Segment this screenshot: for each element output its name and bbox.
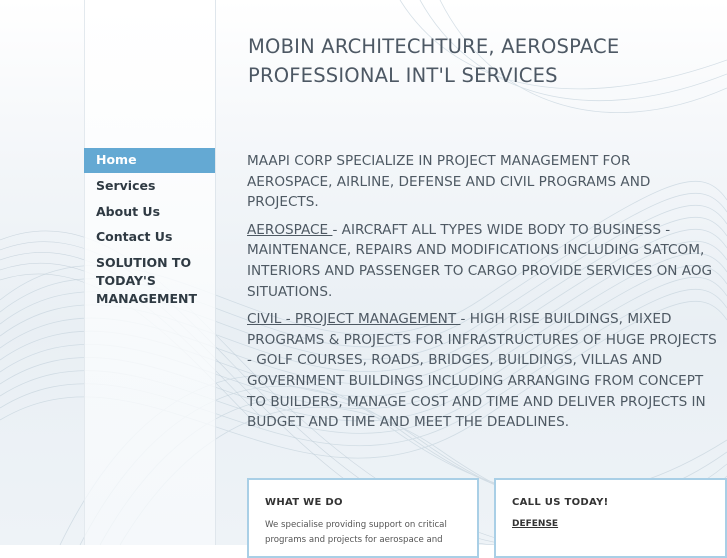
civil-text: - HIGH RISE BUILDINGS, MIXED PROGRAMS & PROJECTS FOR INFRASTRUCTURES OF HUGE PROJECTS - GOLF COURSES, ROADS, BRIDGES, BUILDINGS, VILLAS AND GOVERNMENT BUILDINGS INCLUDING ARRANGING FROM CONCEPT TO BUILDERS, MANAGE COST AND TIME AND DELIVER PROJECTS IN BUDGET AND TIME AND MEET THE DEADLINES. <box>247 311 717 431</box>
nav-item-solution[interactable]: SOLUTION TO TODAY'S MANAGEMENT <box>96 254 198 306</box>
call-us-box <box>494 478 727 558</box>
aerospace-paragraph <box>247 220 717 302</box>
page-title-line2: PROFESSIONAL INT'L SERVICES <box>248 64 558 87</box>
nav-item-home[interactable]: Home <box>84 148 215 173</box>
aerospace-link[interactable]: AEROSPACE <box>247 221 333 238</box>
what-we-do-text: We specialise providing support on critical programs and projects for aerospace and <box>265 520 447 545</box>
what-we-do-title: WHAT WE DO <box>265 497 343 508</box>
page-title <box>248 32 688 90</box>
intro-paragraph: MAAPI CORP SPECIALIZE IN PROJECT MANAGEMENT FOR AEROSPACE, AIRLINE, DEFENSE AND CIVIL PROGRAMS AND PROJECTS. <box>247 153 651 211</box>
what-we-do-box <box>247 478 479 558</box>
defense-link[interactable]: DEFENSE <box>512 519 559 529</box>
main-content <box>247 151 717 440</box>
civil-paragraph <box>247 309 717 433</box>
main-navigation <box>84 148 215 308</box>
call-us-title: CALL US TODAY! <box>512 497 609 508</box>
nav-item-contact-us[interactable]: Contact Us <box>96 229 173 244</box>
civil-link[interactable]: CIVIL - PROJECT MANAGEMENT <box>247 311 461 328</box>
aerospace-text: - AIRCRAFT ALL TYPES WIDE BODY TO BUSINESS - MAINTENANCE, REPAIRS AND MODIFICATIONS INCLUDING SATCOM, INTERIORS AND PASSENGER TO CARGO PROVIDE SERVICES ON AOG SITUATIONS. <box>247 221 713 300</box>
nav-item-about-us[interactable]: About Us <box>96 203 161 219</box>
nav-item-services[interactable]: Services <box>96 178 156 193</box>
page-title-line1: MOBIN ARCHITECHTURE, AEROSPACE <box>248 35 620 58</box>
